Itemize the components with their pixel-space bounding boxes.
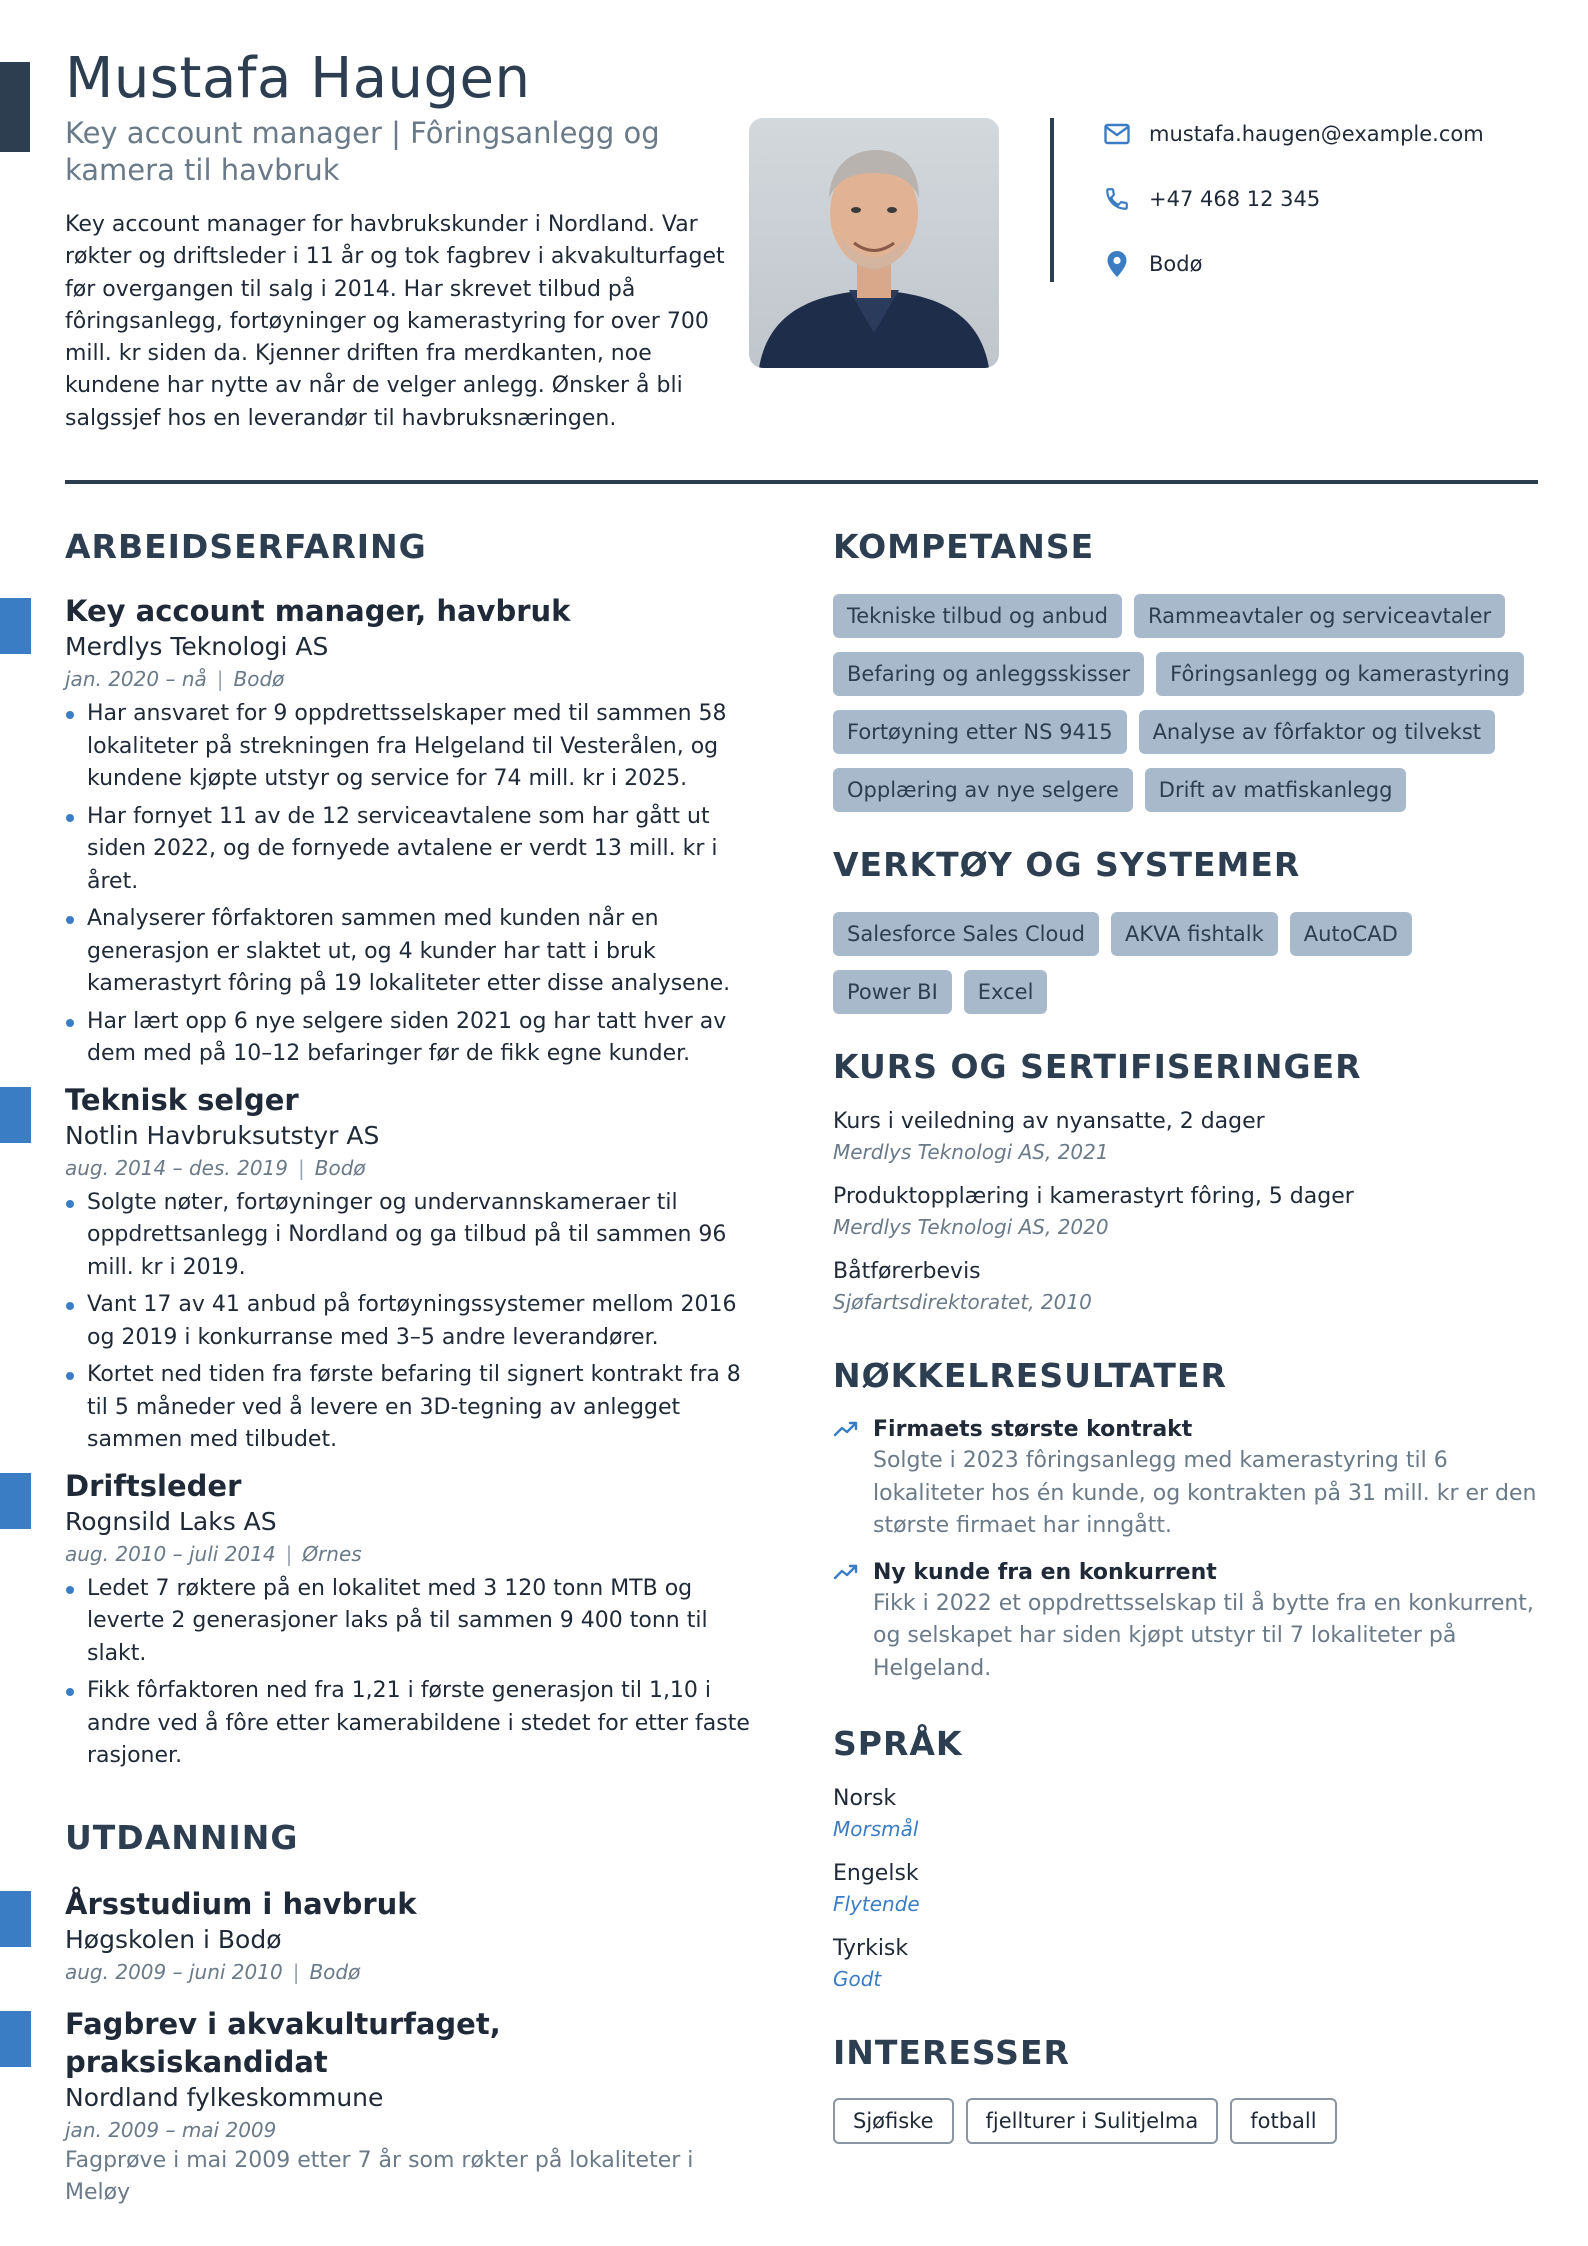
courses-section-title: KURS OG SERTIFISERINGER <box>833 1047 1362 1086</box>
education-entry <box>65 1885 765 1987</box>
contact-phone-text: +47 468 12 345 <box>1149 187 1321 211</box>
language-item <box>833 1783 1538 1844</box>
experience-section-title: ARBEIDSERFARING <box>65 527 427 566</box>
entry-marker <box>0 1087 31 1143</box>
phone-icon <box>1103 185 1131 213</box>
education-note: Fagprøve i mai 2009 etter 7 år som røkter på lokaliteter i Meløy <box>65 2147 694 2205</box>
job-meta: jan. 2020 – nå | Bodø <box>65 667 285 691</box>
bullet-item: Analyserer fôrfaktoren sammen med kunden når en generasjon er slaktet ut, og 4 kunder har tatt i bruk kamerastyrt fôring på 19 lokaliteter etter disse analysene. <box>65 903 765 1001</box>
language-level: Morsmål <box>833 1817 919 1841</box>
interest-tag: fjellturer i Sulitjelma <box>966 2098 1219 2144</box>
education-meta <box>65 2115 765 2145</box>
skill-tag: Fôringsanlegg og kamerastyring <box>1156 652 1524 696</box>
course-item <box>833 1181 1538 1242</box>
trending-up-icon <box>833 1419 859 1443</box>
left-column <box>65 522 765 2209</box>
tool-tag: Power BI <box>833 970 952 1014</box>
courses-list <box>833 1106 1538 1317</box>
degree-title: Årsstudium i havbruk <box>65 1886 417 1921</box>
company-name: Rognsild Laks AS <box>65 1506 277 1536</box>
interest-tag: Sjøfiske <box>833 2098 954 2144</box>
job-dates: jan. 2020 – nå <box>65 667 207 691</box>
degree-title: Fagbrev i akvakulturfaget, praksiskandidat <box>65 2006 501 2079</box>
interest-tag: fotball <box>1230 2098 1336 2144</box>
skill-tag: Tekniske tilbud og anbud <box>833 594 1122 638</box>
bullet-item: Ledet 7 røktere på en lokalitet med 3 120 tonn MTB og leverte 2 generasjoner laks på til sammen 9 400 tonn til slakt. <box>65 1573 765 1671</box>
language-name: Engelsk <box>833 1861 919 1886</box>
job-location: Bodø <box>233 667 285 691</box>
tools-tags <box>833 912 1538 1014</box>
job-dates: aug. 2014 – des. 2019 <box>65 1155 288 1180</box>
tool-tag: AutoCAD <box>1290 912 1412 956</box>
bullet-item: Solgte nøter, fortøyninger og undervannskameraer til oppdrettsanlegg i Nordland og ga tilbud på til sammen 96 mill. kr i 2019. <box>65 1187 765 1285</box>
portrait-illustration <box>749 118 999 368</box>
education-entry <box>65 2005 765 2209</box>
bullet-item: Har ansvaret for 9 oppdrettsselskaper med til sammen 58 lokaliteter på strekningen fra Helgeland til Vesterålen, og kundene kjøpte utstyr og service for 74 mill. kr i 2025. <box>65 698 765 796</box>
language-level: Godt <box>833 1967 882 1991</box>
course-issuer: Sjøfartsdirektoratet, 2010 <box>833 1290 1092 1314</box>
company-name: Merdlys Teknologi AS <box>65 632 329 661</box>
entry-marker <box>0 598 31 654</box>
bullet-item: Fikk fôrfaktoren ned fra 1,21 i første generasjon til 1,10 i andre ved å fôre etter kamerabildene i stedet for etter faste rasjoner. <box>65 1675 765 1773</box>
header-accent-bar <box>0 62 30 152</box>
job-meta: aug. 2010 – juli 2014 | Ørnes <box>65 1541 362 1566</box>
candidate-headline: Key account manager | Fôringsanlegg og kamera til havbruk <box>65 116 660 187</box>
job-dates: aug. 2010 – juli 2014 <box>65 1541 276 1566</box>
language-name: Norsk <box>833 1786 897 1811</box>
company-name: Notlin Havbruksutstyr AS <box>65 1120 380 1150</box>
education-dates: aug. 2009 – juni 2010 <box>65 1959 283 1984</box>
bullet-item: Kortet ned tiden fra første befaring til signert kontrakt fra 8 til 5 måneder ved å levere en 3D-tegning av anlegget sammen med tilbudet. <box>65 1359 765 1457</box>
job-bullets <box>65 698 765 1071</box>
result-description: Solgte i 2023 fôringsanlegg med kamerastyring til 6 lokaliteter hos én kunde, og kontrakten på 31 mill. kr er den største firmaet har inngått. <box>873 1448 1537 1538</box>
job-bullets <box>65 1187 765 1457</box>
header-divider <box>65 480 1538 484</box>
tool-tag: Salesforce Sales Cloud <box>833 912 1099 956</box>
job-location: Ørnes <box>302 1541 362 1566</box>
education-dates: jan. 2009 – mai 2009 <box>65 2117 277 2142</box>
contact-email[interactable] <box>1103 120 1484 148</box>
entry-marker <box>0 1891 31 1947</box>
bullet-item: Har fornyet 11 av de 12 serviceavtalene som har gått ut siden 2022, og de fornyede avtalene er verdt 13 mill. kr i året. <box>65 801 765 899</box>
profile-summary: Key account manager for havbrukskunder i Nordland. Var røkter og driftsleder i 11 år og tok fagbrev i akvakulturfaget før overgangen til salg i 2014. Har skrevet tilbud på fôringsanlegg, fortøyninger og kamerastyring for over 700 mill. kr siden da. Kjenner driften fra merdkanten, noe kundene har nytte av når de velger anlegg. Ønsker å bli salgssjef hos en leverandør til havbruksnæringen. <box>65 212 725 431</box>
contact-divider <box>1050 118 1054 282</box>
results-list <box>833 1415 1538 1685</box>
course-name: Produktopplæring i kamerastyrt fôring, 5 dager <box>833 1184 1354 1209</box>
bullet-item: Vant 17 av 41 anbud på fortøyningssystemer mellom 2016 og 2019 i konkurranse med 3–5 andre leverandører. <box>65 1289 765 1354</box>
contact-location <box>1103 250 1202 278</box>
course-name: Båtførerbevis <box>833 1259 981 1284</box>
contact-phone[interactable] <box>1103 185 1320 213</box>
result-item <box>833 1558 1538 1686</box>
course-item <box>833 1106 1538 1167</box>
result-title: Ny kunde fra en konkurrent <box>873 1559 1217 1585</box>
profile-photo <box>749 118 999 368</box>
skill-tag: Befaring og anleggsskisser <box>833 652 1144 696</box>
skill-tag: Analyse av fôrfaktor og tilvekst <box>1139 710 1495 754</box>
skill-tag: Fortøyning etter NS 9415 <box>833 710 1127 754</box>
bullet-item: Har lært opp 6 nye selgere siden 2021 og har tatt hver av dem med på 10–12 befaringer før de fikk egne kunder. <box>65 1006 765 1071</box>
education-section-title: UTDANNING <box>65 1817 299 1857</box>
job-title: Key account manager, havbruk <box>65 594 571 628</box>
mail-icon <box>1103 120 1131 148</box>
right-column <box>833 522 1538 2144</box>
results-section-title: NØKKELRESULTATER <box>833 1356 1227 1395</box>
experience-entry <box>65 592 765 1071</box>
interests-section-title: INTERESSER <box>833 2033 1070 2072</box>
school-name: Høgskolen i Bodø <box>65 1924 282 1954</box>
skills-tags <box>833 594 1553 812</box>
tools-section-title: VERKTØY OG SYSTEMER <box>833 845 1301 884</box>
job-location: Bodø <box>314 1155 366 1180</box>
language-item <box>833 1933 1538 1994</box>
course-item <box>833 1256 1538 1317</box>
language-name: Tyrkisk <box>833 1936 909 1961</box>
result-description: Fikk i 2022 et oppdrettsselskap til å bytte fra en konkurrent, og selskapet har siden kjøpt utstyr til 7 lokaliteter på Helgeland. <box>873 1590 1534 1681</box>
education-meta: aug. 2009 – juni 2010 | Bodø <box>65 1959 361 1984</box>
contact-email-text: mustafa.haugen@example.com <box>1149 122 1484 146</box>
tool-tag: Excel <box>964 970 1048 1014</box>
language-item <box>833 1858 1538 1919</box>
course-name: Kurs i veiledning av nyansatte, 2 dager <box>833 1109 1265 1134</box>
course-issuer: Merdlys Teknologi AS, 2020 <box>833 1215 1109 1239</box>
job-title: Teknisk selger <box>65 1082 299 1117</box>
languages-section-title: SPRÅK <box>833 1724 963 1763</box>
job-meta: aug. 2014 – des. 2019 | Bodø <box>65 1155 366 1180</box>
education-location: Bodø <box>309 1959 361 1984</box>
language-level: Flytende <box>833 1892 920 1916</box>
tool-tag: AKVA fishtalk <box>1111 912 1278 956</box>
trending-up-icon <box>833 1562 859 1586</box>
interests-tags <box>833 2098 1538 2144</box>
skill-tag: Drift av matfiskanlegg <box>1145 768 1407 812</box>
skill-tag: Rammeavtaler og serviceavtaler <box>1134 594 1505 638</box>
job-bullets <box>65 1573 765 1773</box>
job-title: Driftsleder <box>65 1468 242 1503</box>
skill-tag: Opplæring av nye selgere <box>833 768 1133 812</box>
contact-location-text: Bodø <box>1149 252 1203 276</box>
languages-list <box>833 1783 1538 1994</box>
experience-entry <box>65 1081 765 1457</box>
experience-entry <box>65 1467 765 1773</box>
candidate-name: Mustafa Haugen <box>65 46 531 111</box>
result-title: Firmaets største kontrakt <box>873 1417 1193 1442</box>
map-pin-icon <box>1103 250 1131 278</box>
school-name: Nordland fylkeskommune <box>65 2082 384 2112</box>
entry-marker <box>0 1473 31 1529</box>
result-item <box>833 1415 1538 1543</box>
course-issuer: Merdlys Teknologi AS, 2021 <box>833 1140 1109 1164</box>
skills-section-title: KOMPETANSE <box>833 527 1095 566</box>
entry-marker <box>0 2011 31 2067</box>
